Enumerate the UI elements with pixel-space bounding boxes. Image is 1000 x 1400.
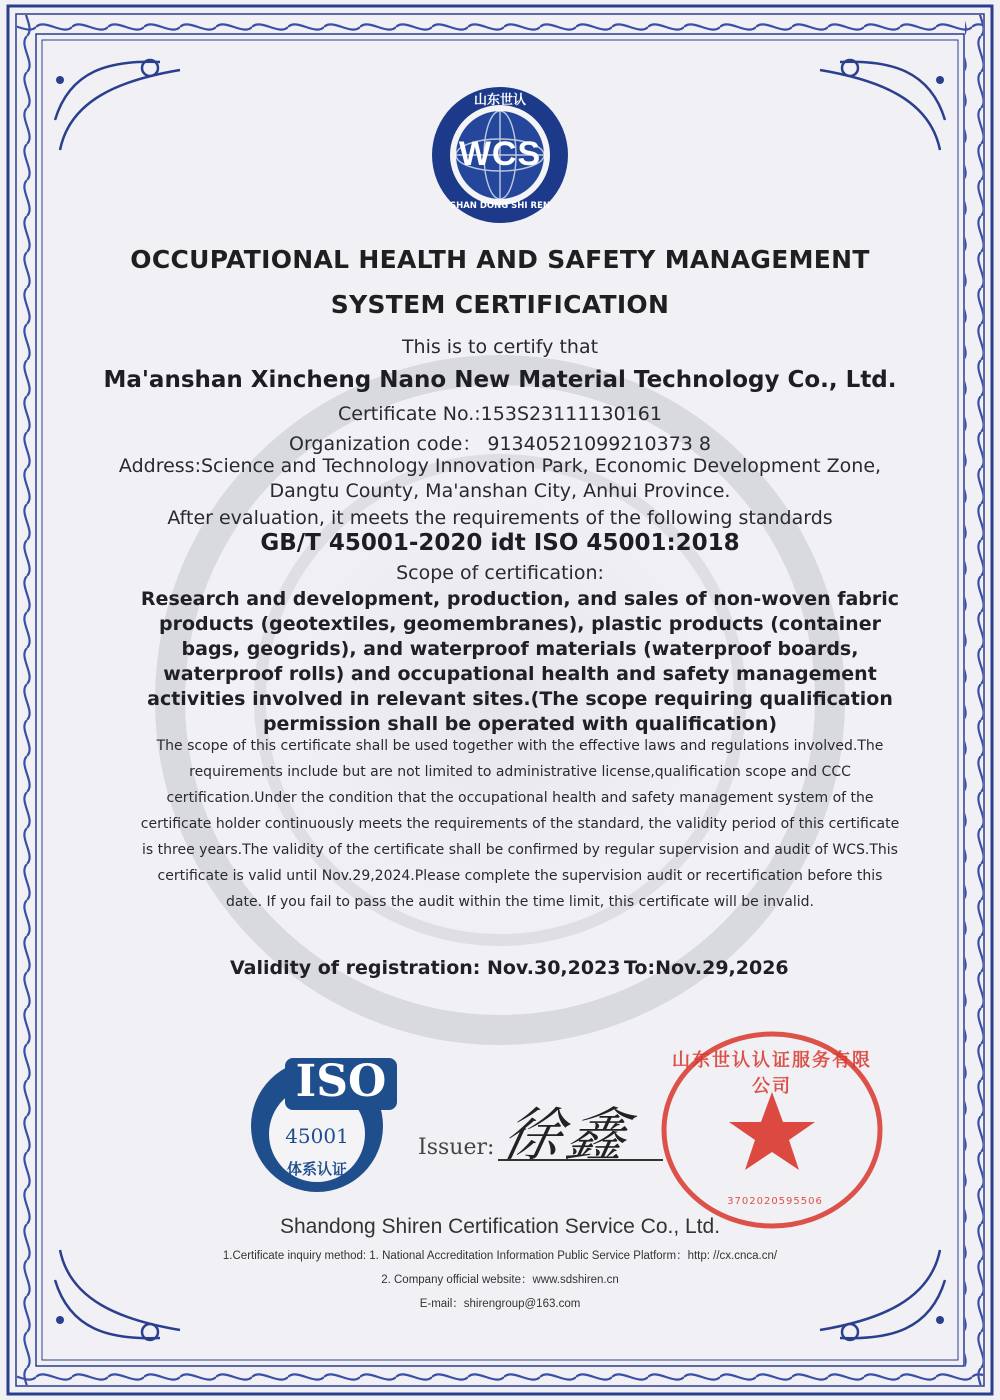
seal-text: 山东世认认证服务有限公司 <box>672 1050 872 1097</box>
iso-badge <box>245 1050 400 1195</box>
issuer-signature: 徐鑫 <box>496 1101 640 1169</box>
standard-name: GB/T 45001-2020 idt ISO 45001:2018 <box>260 530 740 556</box>
certificate-title-line1: OCCUPATIONAL HEALTH AND SAFETY MANAGEMENT <box>130 245 870 274</box>
certificate-title-line2: SYSTEM CERTIFICATION <box>330 290 670 319</box>
iso-badge-sub: 体系认证 <box>286 1160 347 1178</box>
validity-from: Validity of registration: Nov.30,2023 <box>230 957 621 979</box>
organization-code: Organization code： 91340521099210373 8 <box>289 433 711 455</box>
logo-top-text: 山东世认 <box>473 93 526 108</box>
footer-inquiry: 1.Certificate inquiry method: 1. National Accreditation Information Public Service Platform：http: //cx.cnca.cn/ <box>222 1250 778 1262</box>
certify-intro: This is to certify that <box>401 336 599 358</box>
validity-to: To:Nov.29,2026 <box>624 957 789 979</box>
footer-company: Shandong Shiren Certification Service Co., Ltd. <box>279 1215 721 1238</box>
evaluation-text: After evaluation, it meets the requirements of the following standards <box>167 507 833 529</box>
logo-bottom-text: SHAN DONG SHI REN <box>449 201 551 211</box>
footer-email: E-mail：shirengroup@163.com <box>419 1298 581 1310</box>
logo-center-text: WCS <box>458 135 542 173</box>
issuer-label: Issuer: <box>418 1135 495 1160</box>
footer-website: 2. Company official website：www.sdshiren.cn <box>381 1274 619 1286</box>
scope-text: Research and development, production, and sales of non-woven fabric products (geotextiles, geomembranes), plastic products (container bags, geogrids), and waterproof materials (waterproof boards, waterproof rolls) and occupational health and safety management activities involved in relevant sites.(The scope requiring qualification permission shall be operated with qualification) <box>140 588 900 735</box>
address-line2: Dangtu County, Ma'anshan City, Anhui Province. <box>269 480 731 502</box>
iso-badge-number: 45001 <box>285 1124 349 1148</box>
company-seal <box>660 1030 890 1230</box>
company-name: Ma'anshan Xincheng Nano New Material Technology Co., Ltd. <box>103 367 897 393</box>
iso-badge-main: ISO <box>295 1056 387 1107</box>
certificate-number: Certificate No.:153S23111130161 <box>338 403 662 425</box>
scope-label: Scope of certification: <box>396 562 604 584</box>
wcs-logo <box>430 85 570 225</box>
notice-text: The scope of this certificate shall be used together with the effective laws and regulations involved.The requirements include but are not limited to administrative license,qualification scope and CCC certification.Under the condition that the occupational health and safety management system of the certificate holder continuously meets the requirements of the standard, the validity period of this certificate is three years.The validity of the certificate shall be confirmed by regular supervision and audit of WCS.This certificate is valid until Nov.29,2024.Please complete the supervision audit or recertification before this date. If you fail to pass the audit within the time limit, this certificate will be invalid. <box>140 738 900 910</box>
address-line1: Address:Science and Technology Innovation Park, Economic Development Zone, <box>118 455 882 477</box>
seal-code: 3702020595506 <box>727 1196 823 1207</box>
